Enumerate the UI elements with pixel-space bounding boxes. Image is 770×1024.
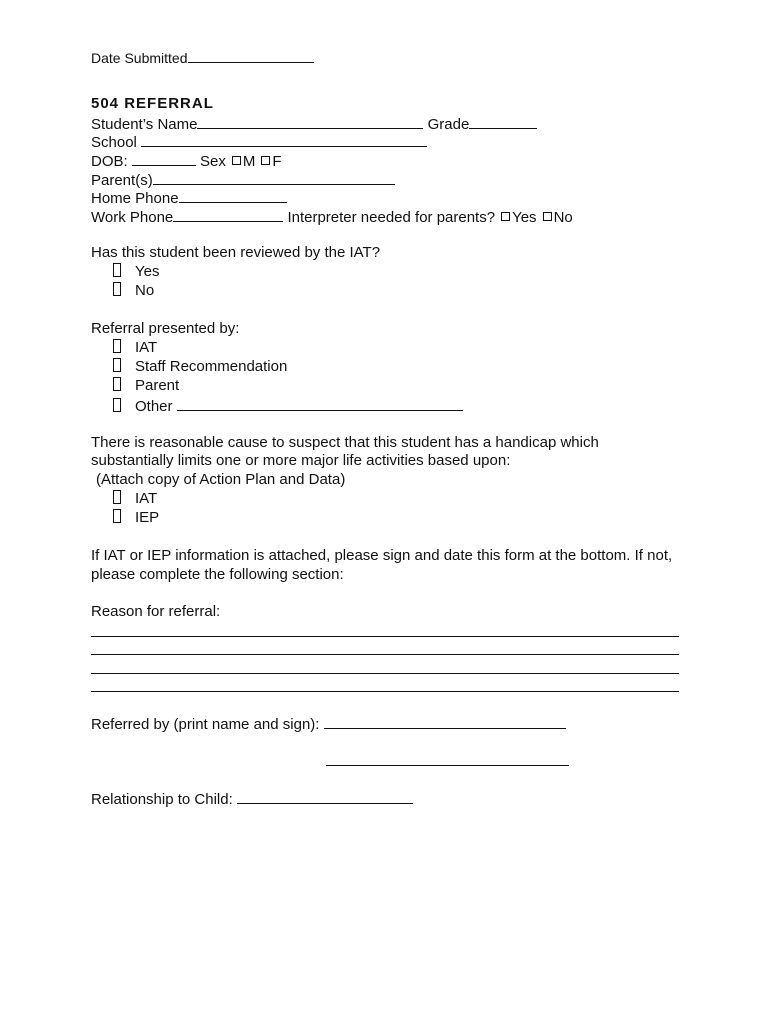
reason-line-4[interactable] (91, 691, 679, 692)
grade-field[interactable] (469, 114, 537, 129)
cause-option-iep[interactable]: IEP (113, 509, 159, 527)
interpreter-yes-checkbox[interactable] (501, 212, 510, 221)
iat-review-option-yes[interactable]: Yes (113, 263, 159, 281)
interpreter-label: Interpreter needed for parents? (287, 209, 496, 226)
checkbox-icon[interactable] (113, 398, 121, 412)
school-field[interactable] (141, 132, 427, 147)
referred-by-row (91, 714, 566, 734)
referral-presented-label: Referral presented by: (91, 320, 240, 337)
instructions-line1: If IAT or IEP information is attached, please sign and date this form at the bottom. If not, (91, 547, 673, 564)
sex-label: Sex (200, 153, 226, 170)
referred-by-name-field[interactable] (324, 714, 566, 729)
referred-by-label: Referred by (print name and sign): (91, 716, 320, 733)
date-submitted-label: Date Submitted (91, 50, 188, 66)
interpreter-no-label: No (553, 209, 573, 226)
checkbox-icon[interactable] (113, 490, 121, 504)
sex-m-checkbox[interactable] (232, 156, 241, 165)
dob-row (91, 151, 282, 171)
home-phone-field[interactable] (179, 188, 287, 203)
interpreter-yes-label: Yes (512, 209, 537, 226)
parents-field[interactable] (153, 170, 395, 185)
reasonable-cause-line3: (Attach copy of Action Plan and Data) (96, 471, 346, 488)
home-phone-label: Home Phone (91, 190, 179, 207)
work-phone-label: Work Phone (91, 209, 174, 226)
referral-option-other[interactable]: Other (113, 396, 463, 416)
relationship-row (91, 789, 413, 809)
interpreter-no-checkbox[interactable] (543, 212, 552, 221)
iat-review-option-no[interactable]: No (113, 282, 154, 300)
checkbox-icon[interactable] (113, 339, 121, 353)
reason-line-1[interactable] (91, 636, 679, 637)
dob-field[interactable] (132, 151, 196, 166)
referral-option-iat[interactable]: IAT (113, 339, 157, 357)
grade-label: Grade (427, 116, 470, 133)
reasonable-cause-line2: substantially limits one or more major life activities based upon: (91, 452, 511, 469)
work-phone-field[interactable] (173, 207, 283, 222)
relationship-label: Relationship to Child: (91, 791, 233, 808)
checkbox-icon[interactable] (113, 377, 121, 391)
reason-line-3[interactable] (91, 673, 679, 674)
parents-row (91, 170, 395, 190)
referral-option-staff[interactable]: Staff Recommendation (113, 358, 287, 376)
other-field[interactable] (177, 396, 463, 411)
referred-by-signature-field[interactable] (326, 765, 569, 766)
student-name-label: Student’s Name (91, 116, 198, 133)
date-submitted-row (91, 48, 314, 67)
checkbox-icon[interactable] (113, 358, 121, 372)
sex-f-checkbox[interactable] (261, 156, 270, 165)
reasonable-cause-line1: There is reasonable cause to suspect that this student has a handicap which (91, 434, 599, 451)
referral-option-parent[interactable]: Parent (113, 377, 179, 395)
sex-m-label: M (242, 153, 256, 170)
checkbox-icon[interactable] (113, 282, 121, 296)
instructions-line2: please complete the following section: (91, 566, 344, 583)
relationship-field[interactable] (237, 789, 413, 804)
date-submitted-field[interactable] (188, 48, 314, 63)
reason-line-2[interactable] (91, 654, 679, 655)
iat-review-question: Has this student been reviewed by the IAT? (91, 244, 381, 261)
work-phone-row (91, 207, 573, 227)
school-row (91, 132, 427, 152)
home-phone-row (91, 188, 287, 208)
school-label: School (91, 134, 137, 151)
student-name-field[interactable] (197, 114, 423, 129)
sex-f-label: F (272, 153, 282, 170)
parents-label: Parent(s) (91, 172, 153, 189)
reason-for-referral-label: Reason for referral: (91, 603, 221, 620)
checkbox-icon[interactable] (113, 509, 121, 523)
dob-label: DOB: (91, 153, 128, 170)
checkbox-icon[interactable] (113, 263, 121, 277)
cause-option-iat[interactable]: IAT (113, 490, 157, 508)
student-name-row (91, 114, 537, 134)
form-title: 504 REFERRAL (91, 95, 214, 112)
